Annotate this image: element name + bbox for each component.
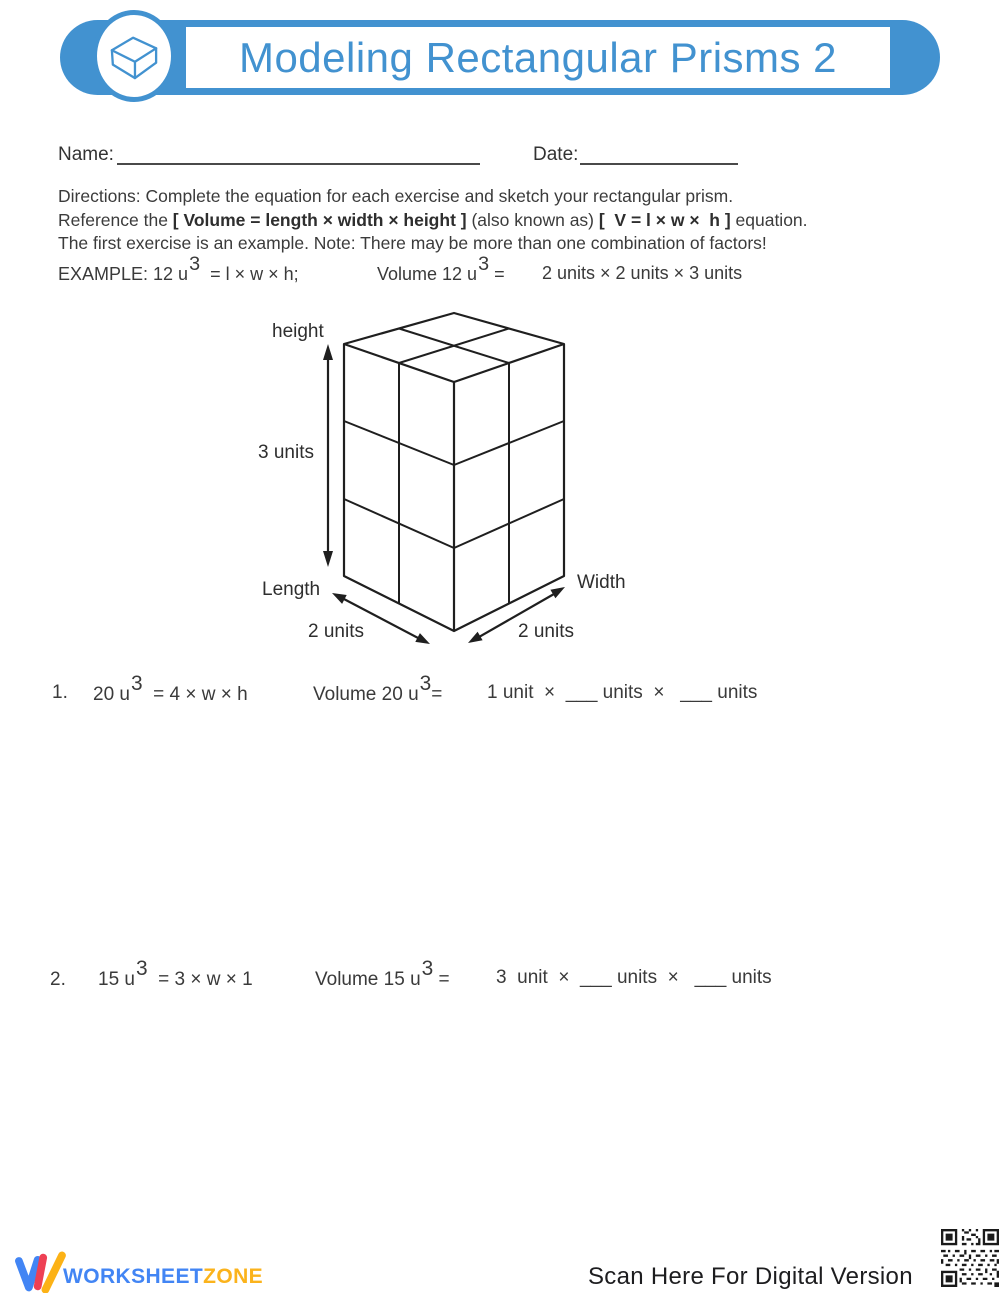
- qr-code: [941, 1229, 999, 1287]
- cube-icon: [105, 31, 163, 81]
- worksheetzone-w-icon: [14, 1251, 68, 1293]
- exercise1-answer: 1 unit × ___ units × ___ units: [487, 682, 758, 703]
- exercise1-equation: 20 u3 = 4 × w × h: [93, 671, 248, 705]
- example-answer: 2 units × 2 units × 3 units: [542, 263, 743, 283]
- exercise1-volume-label: Volume 20 u3=: [313, 671, 443, 705]
- directions-line2-pre: Reference the: [58, 209, 173, 230]
- example-volume-label: Volume 12 u3 =: [377, 253, 510, 284]
- exercise2-volume-exponent: 3: [421, 956, 434, 980]
- directions-block: [58, 185, 958, 256]
- exercise2-answer: 3 unit × ___ units × ___ units: [496, 967, 772, 988]
- page-title: Modeling Rectangular Prisms 2: [238, 33, 838, 81]
- exercise2-number: 2.: [50, 969, 66, 990]
- brand-word-zone: ZONE: [203, 1265, 264, 1288]
- brand-word-worksheet: WORKSHEET: [63, 1265, 204, 1288]
- name-blank-line: [117, 162, 480, 165]
- example-equation: EXAMPLE: 12 u3 = l × w × h;: [58, 253, 299, 284]
- example-volume-exponent: 3: [478, 253, 490, 276]
- date-blank-line: [580, 162, 738, 165]
- volume-formula-long: [ Volume = length × width × height ]: [172, 209, 467, 230]
- width-value-label: 2 units: [518, 621, 574, 642]
- rectangular-prism-diagram: [250, 300, 650, 660]
- name-label: Name:: [58, 144, 114, 165]
- exercise1-volume-exponent: 3: [419, 671, 432, 695]
- length-value-label: 2 units: [308, 621, 364, 642]
- height-label: height: [272, 321, 324, 342]
- height-arrow: [323, 344, 333, 567]
- directions-line3: The first exercise is an example. Note: There may be more than one combination of factors!: [58, 233, 767, 253]
- directions-line2-post: equation.: [730, 209, 808, 230]
- exercise2-volume-label: Volume 15 u3 =: [315, 956, 455, 990]
- directions-line1: Directions: Complete the equation for each exercise and sketch your rectangular prism.: [58, 186, 734, 206]
- header-logo-badge: [92, 10, 176, 102]
- length-label: Length: [262, 579, 321, 600]
- exercise2-equation: 15 u3 = 3 × w × 1: [98, 956, 253, 990]
- height-value-label: 3 units: [258, 442, 314, 463]
- exercise1-number: 1.: [52, 682, 68, 703]
- volume-formula-short: [ V = l × w × h ]: [598, 209, 731, 230]
- exercise2-exponent: 3: [135, 956, 148, 980]
- scan-here-label: Scan Here For Digital Version: [588, 1263, 913, 1290]
- header-title-box: [186, 27, 890, 88]
- example-exponent: 3: [189, 253, 201, 276]
- brand-wordmark: [63, 1265, 263, 1289]
- directions-line2: [58, 209, 958, 233]
- directions-line2-mid: (also known as): [466, 209, 599, 230]
- exercise1-exponent: 3: [130, 671, 143, 695]
- date-label: Date:: [533, 144, 579, 165]
- width-label: Width: [577, 572, 626, 593]
